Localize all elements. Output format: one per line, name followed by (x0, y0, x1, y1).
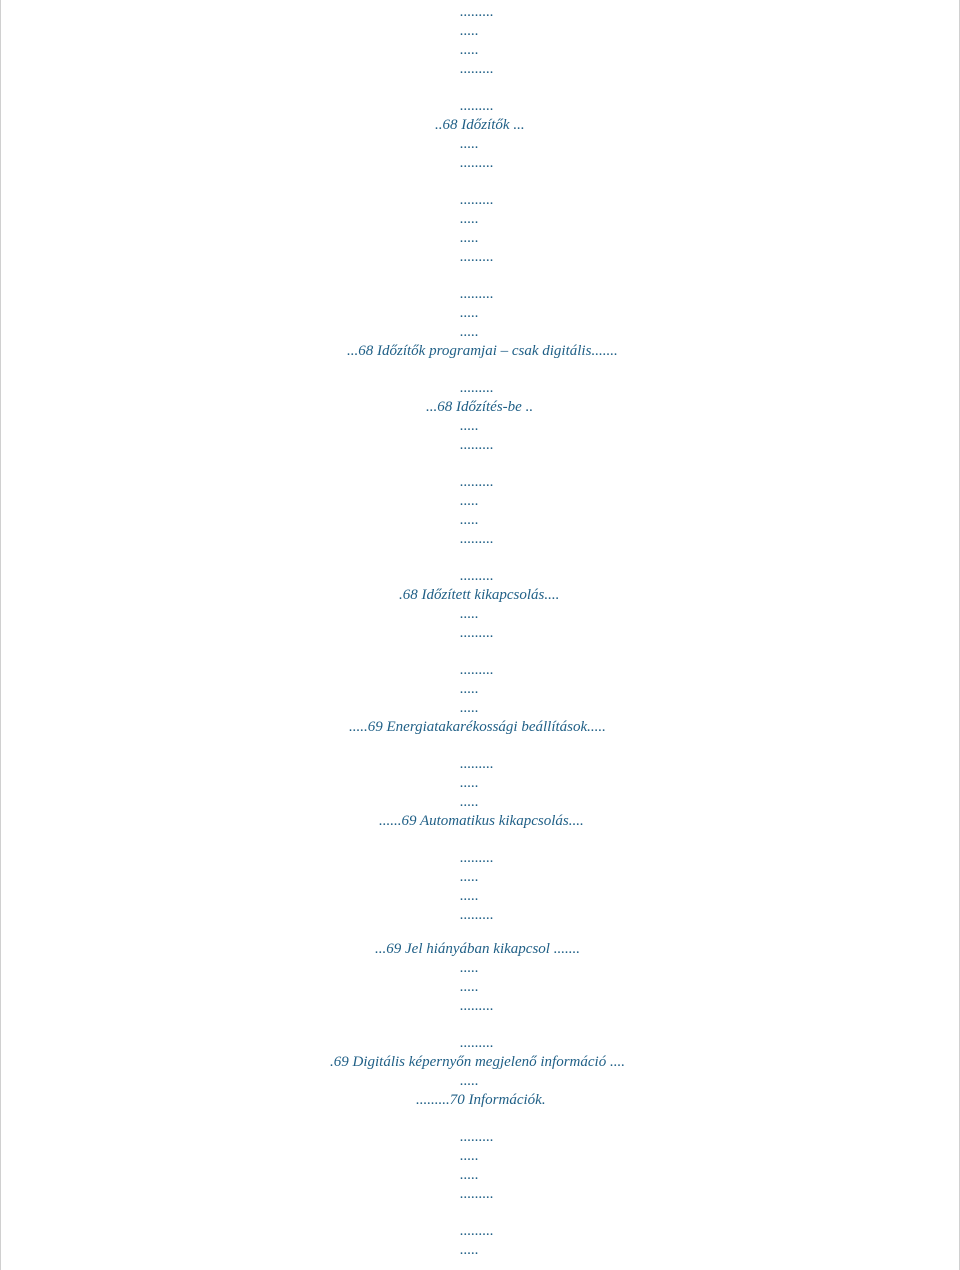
dot-leader-line (1, 624, 960, 643)
toc-entry (1, 586, 960, 605)
dot-leader: ......... (460, 4, 494, 20)
toc-entry (1, 718, 960, 737)
dot-leader-line (1, 135, 960, 154)
dot-leader-line (1, 1222, 960, 1241)
dot-leader: ..... (460, 230, 479, 246)
dot-leader: ......... (460, 286, 494, 302)
dot-leader: ......... (460, 1186, 494, 1202)
dot-leader-line (1, 210, 960, 229)
toc-entry-text: ..68 Időzítők ... (435, 117, 525, 133)
dot-leader: ......... (460, 155, 494, 171)
toc-entry-text: ...69 Jel hiányában kikapcsol ....... (375, 941, 580, 957)
dot-leader: ......... (460, 474, 494, 490)
dot-leader: ......... (460, 850, 494, 866)
dot-leader: ......... (460, 625, 494, 641)
dot-leader: ..... (460, 960, 479, 976)
dot-leader: ..... (460, 794, 479, 810)
dot-leader-line (1, 959, 960, 978)
dot-leader-line (1, 1147, 960, 1166)
toc-entry-text: .........70 Információk. (416, 1092, 546, 1108)
dot-leader-line (1, 978, 960, 997)
dot-leader-line (1, 229, 960, 248)
dot-leader-line (1, 323, 960, 342)
toc-entry (1, 940, 960, 959)
dot-leader-line (1, 849, 960, 868)
dot-leader: ..... (460, 888, 479, 904)
dot-leader-line (1, 997, 960, 1016)
dot-leader: ......... (460, 568, 494, 584)
dot-leader: ..... (460, 979, 479, 995)
dot-leader-line (1, 492, 960, 511)
dot-leader: ......... (460, 756, 494, 772)
dot-leader: ..... (460, 493, 479, 509)
toc-entry (1, 116, 960, 135)
dot-leader: ......... (460, 61, 494, 77)
dot-leader: ..... (460, 700, 479, 716)
dot-leader-line (1, 473, 960, 492)
toc-entry (1, 1091, 960, 1110)
dot-leader: ..... (460, 23, 479, 39)
dot-leader: ......... (460, 998, 494, 1014)
toc-entry-text: .68 Időzített kikapcsolás.... (399, 587, 560, 603)
dot-leader: ......... (460, 531, 494, 547)
dot-leader-line (1, 1185, 960, 1204)
dot-leader-line (1, 41, 960, 60)
dot-leader: ......... (460, 249, 494, 265)
dot-leader: ......... (460, 662, 494, 678)
dot-leader: ......... (460, 1129, 494, 1145)
dot-leader: ......... (460, 907, 494, 923)
dot-leader-line (1, 511, 960, 530)
dot-leader: ......... (460, 380, 494, 396)
dot-leader: ..... (460, 305, 479, 321)
dot-leader-line (1, 680, 960, 699)
toc-entry (1, 1053, 960, 1072)
dot-leader: ..... (460, 418, 479, 434)
dot-leader: ..... (460, 1167, 479, 1183)
dot-leader-line (1, 774, 960, 793)
dot-leader: ..... (460, 1242, 479, 1258)
toc-entry-text: .....69 Energiatakarékossági beállítások..... (349, 719, 606, 735)
dot-leader-line (1, 22, 960, 41)
dot-leader: ......... (460, 192, 494, 208)
dot-leader-line (1, 1034, 960, 1053)
dot-leader: ..... (460, 1148, 479, 1164)
dot-leader-line (1, 530, 960, 549)
dot-leader-line (1, 248, 960, 267)
dot-leader-line (1, 1166, 960, 1185)
toc-entry-text: ...68 Időzítés-be .. (426, 399, 534, 415)
dot-leader: ..... (460, 681, 479, 697)
toc-entry (1, 812, 960, 831)
dot-leader-line (1, 154, 960, 173)
dot-leader: ..... (460, 869, 479, 885)
dot-leader: ..... (460, 1073, 479, 1089)
dot-leader-line (1, 1072, 960, 1091)
dot-leader: ..... (460, 606, 479, 622)
dot-leader: ..... (460, 324, 479, 340)
dot-leader: ..... (460, 775, 479, 791)
dot-leader-line (1, 906, 960, 925)
dot-leader-line (1, 1128, 960, 1147)
toc-entry (1, 342, 960, 361)
dot-leader-line (1, 661, 960, 680)
dot-leader-line (1, 868, 960, 887)
dot-leader-line (1, 605, 960, 624)
dot-leader: ......... (460, 1223, 494, 1239)
dot-leader-line (1, 567, 960, 586)
dot-leader-line (1, 1241, 960, 1260)
dot-leader-line (1, 285, 960, 304)
dot-leader-line (1, 699, 960, 718)
dot-leader: ......... (460, 98, 494, 114)
toc-entry (1, 398, 960, 417)
dot-leader-line (1, 436, 960, 455)
dot-leader-line (1, 755, 960, 774)
dot-leader: ..... (460, 512, 479, 528)
dot-leader-line (1, 3, 960, 22)
dot-leader-line (1, 97, 960, 116)
dot-leader-line (1, 304, 960, 323)
dot-leader-line (1, 191, 960, 210)
dot-leader: ..... (460, 136, 479, 152)
dot-leader-line (1, 60, 960, 79)
dot-leader-line (1, 793, 960, 812)
dot-leader: ..... (460, 211, 479, 227)
dot-leader: ..... (460, 42, 479, 58)
dot-leader: ......... (460, 437, 494, 453)
toc-entry-text: ......69 Automatikus kikapcsolás.... (379, 813, 584, 829)
dot-leader-line (1, 417, 960, 436)
toc-entry-text: ...68 Időzítők programjai – csak digitális....... (347, 343, 618, 359)
dot-leader-line (1, 379, 960, 398)
toc-entry-text: .69 Digitális képernyőn megjelenő információ .... (330, 1054, 625, 1070)
dot-leader-line (1, 887, 960, 906)
dot-leader: ......... (460, 1035, 494, 1051)
